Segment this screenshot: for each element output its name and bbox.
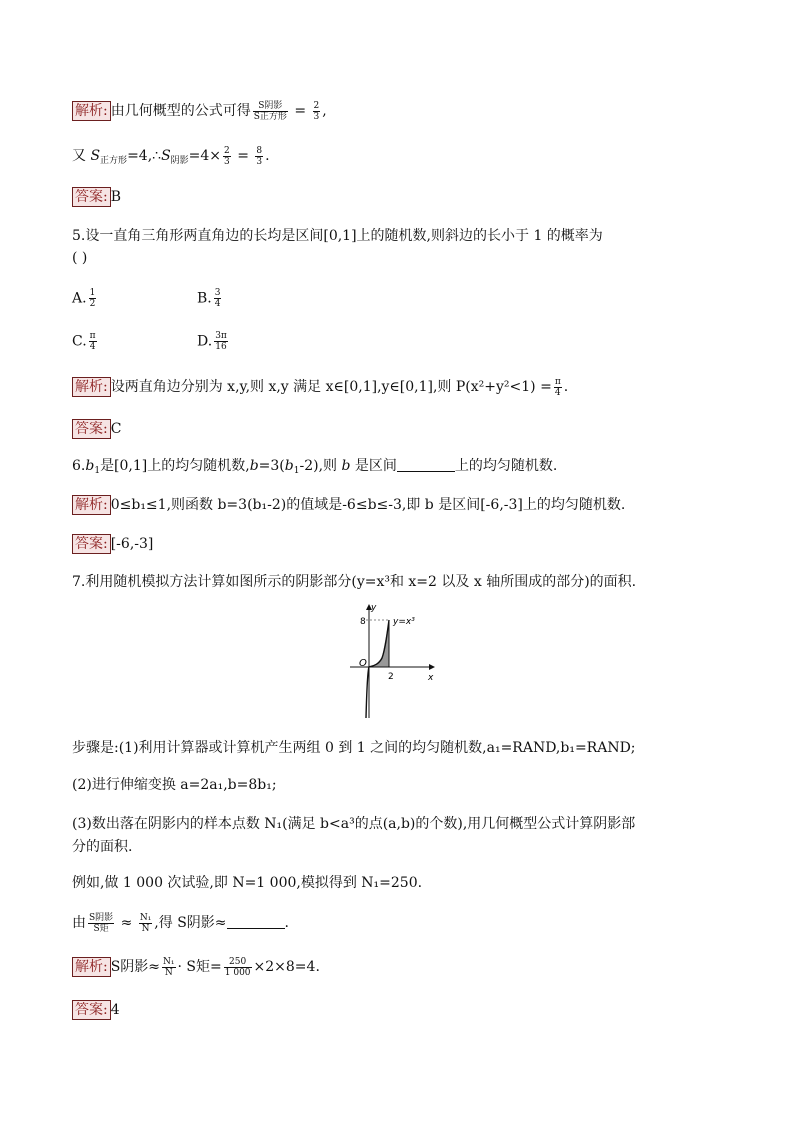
fraction: $\frac{\pi}{4}$	[554, 376, 561, 398]
answer-value: [-6,-3]	[110, 536, 154, 552]
analysis-tag: 解析:	[72, 377, 111, 397]
tick-8: 8	[360, 617, 366, 627]
answer-value: B	[110, 189, 122, 205]
answer-blank	[227, 914, 285, 929]
answer-value: C	[110, 421, 122, 437]
cubic-graph	[342, 600, 442, 722]
q6-stem: $6.b_1$是[0,1]上的均匀随机数$,b=3(b_1-2)$,则 b 是区间 上的均匀随机数.	[72, 458, 558, 476]
x-axis-label: x	[428, 673, 434, 683]
fraction: $\frac{8}{3}$	[256, 145, 263, 167]
fraction: $\frac{2}{3}$	[224, 145, 230, 167]
q5-option-b: B. $\frac{3}{4}$	[197, 288, 221, 309]
q5-stem: 5.设一直角三角形两直角边的长均是区间[0,1]上的随机数,则斜边的长小于 1 的概率为	[72, 228, 603, 244]
q6-analysis-line: 解析: 0≤b₁≤1,则函数 b=3(b₁-2)的值域是-6≤b≤-3,即 b 是区间[-6,-3]上的均匀随机数.	[72, 494, 625, 516]
q7-ratio-line: 由 $\frac{\text{S阴影}}{\text{S矩}}$ ≈ $\frac{\text{N₁}}{N}$ ,得 S阴影≈ .	[72, 912, 289, 934]
q7-stem: 7.利用随机模拟方法计算如图所示的阴影部分(y=x³和 x=2 以及 x 轴所围成的部分)的面积.	[72, 574, 637, 590]
function-label: y=x³	[393, 617, 415, 627]
q6-answer-line	[72, 533, 153, 555]
answer-tag: 答案:	[72, 187, 111, 207]
tick-2: 2	[388, 672, 394, 682]
q5-option-a: A. $\frac{1}{2}$	[72, 288, 96, 309]
answer-tag: 答案:	[72, 1000, 111, 1020]
q4-answer-line	[72, 186, 121, 208]
q7-example: 例如,做 1 000 次试验,即 N=1 000,模拟得到 N₁=250.	[72, 875, 423, 891]
fraction: $\frac{\pi}{4}$	[89, 331, 96, 352]
answer-tag: 答案:	[72, 419, 111, 439]
q7-step3a: (3)数出落在阴影内的样本点数 N₁(满足 b<a³的点(a,b)的个数),用几何概型公式计算阴影部	[72, 816, 636, 832]
fraction: $\frac{3\pi}{16}$	[215, 331, 227, 352]
fraction: $\frac{\text{S阴影}}{\text{S正方形}}$	[253, 100, 287, 122]
answer-tag: 答案:	[72, 534, 111, 554]
q7-answer-line	[72, 999, 120, 1021]
analysis-tag: 解析:	[72, 495, 111, 515]
fraction: $\frac{\text{N₁}}{N}$	[139, 912, 152, 934]
q7-analysis-line: 解析: S阴影≈ $\frac{\text{N₁}}{N}$ · S矩= $\frac{250}{1 000}$ ×2×8=4.	[72, 956, 320, 978]
q5-analysis-line: 解析: 设两直角边分别为 x,y,则 x,y 满足 x∈[0,1],y∈[0,1],则 P(x²+y²<1) = $\frac{\pi}{4}$ .	[72, 376, 568, 398]
analysis-tag: 解析:	[72, 957, 111, 977]
fraction: $\frac{2}{3}$	[313, 100, 320, 122]
q7-step3b: 分的面积.	[72, 839, 133, 855]
origin-label: O	[359, 658, 367, 669]
q7-step1: 步骤是:(1)利用计算器或计算机产生两组 0 到 1 之间的均匀随机数,a₁=RAND,b₁=RAND;	[72, 740, 636, 756]
analysis-tag: 解析:	[72, 101, 111, 121]
q5-answer-line	[72, 418, 121, 440]
answer-value: 4	[110, 1002, 120, 1018]
y-axis-label: y	[371, 603, 377, 613]
fraction: $\frac{250}{1 000}$	[224, 956, 251, 978]
answer-blank	[397, 457, 455, 472]
q4-analysis-line2: 又 $S_{正方形}=4,\therefore S_{阴影}=4\times$ $\frac{2}{3}$ = $\frac{8}{3}$ .	[72, 145, 270, 167]
q5-paren: ( )	[72, 250, 88, 266]
q5-option-d: D. $\frac{3\pi}{16}$	[197, 331, 227, 352]
q4-analysis-line: 解析: 由几何概型的公式可得 $\frac{\text{S阴影}}{\text{S正方形}}$ = $\frac{2}{3}$ ,	[72, 100, 327, 122]
fraction: $\frac{3}{4}$	[214, 288, 221, 309]
fraction: $\frac{1}{2}$	[89, 288, 96, 309]
fraction: $\frac{\text{N₁}}{N}$	[163, 956, 175, 978]
q7-step2: (2)进行伸缩变换 a=2a₁,b=8b₁;	[72, 777, 277, 793]
q5-option-c: C. $\frac{\pi}{4}$	[72, 331, 96, 352]
fraction: $\frac{\text{S阴影}}{\text{S矩}}$	[89, 912, 114, 934]
